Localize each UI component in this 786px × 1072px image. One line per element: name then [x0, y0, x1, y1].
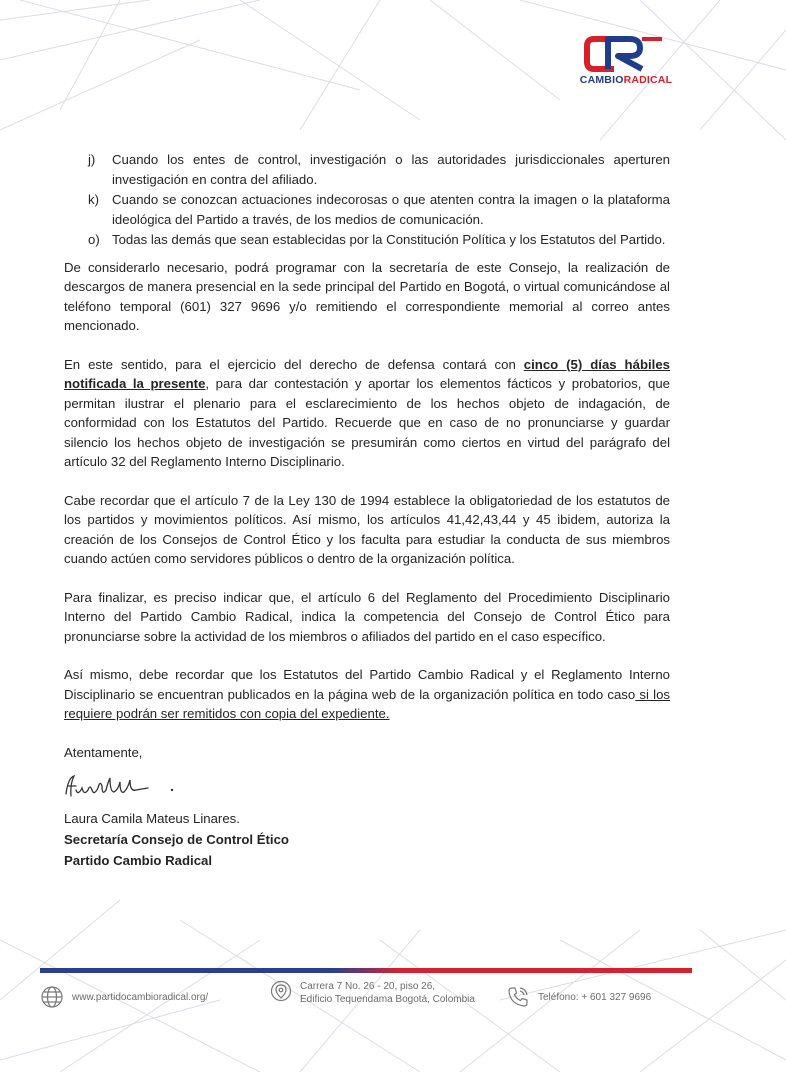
paragraph-descargos: De considerarlo necesario, podrá programar con la secretaría de este Consejo, la realización de descargos de manera presencial en la sede principal del Partido en Bogotá, o virtual comunicándose al teléfono temporal (601) 327 9696 y/o remitiendo el correspondiente memorial al correo antes mencionado.: [64, 259, 670, 333]
logo-word-cambio: CAMBIO: [579, 74, 624, 86]
footer-website[interactable]: [40, 985, 208, 1009]
paragraph-ley-130: Cabe recordar que el artículo 7 de la Ley 130 de 1994 establece la obligatoriedad de los estatutos de los partidos y movimientos políticos. Así mismo, los artículos 41,42,43,44 y 45 ibidem, autoriza la creación de los Consejos de Control Ético y los faculta para estudiar la conducta de sus miembros cuando actúen como servidores públicos o dentro de la organización política.: [64, 492, 670, 566]
list-item: [64, 230, 670, 250]
letterhead-footer: [40, 980, 700, 1020]
defensa-text-end: , para dar contestación y aportar los elementos fácticos y probatorios, que permitan ilustrar el plenario para el esclarecimiento de los hechos objeto de indagación, de conformidad con los Estatutos del Partido. Recuerde que en caso de no pronunciarse y guardar silencio los hechos objeto de investigación se presumirán como ciertos en virtud del parágrafo del artículo 32 del Reglamento Interno Disciplinario.: [64, 376, 670, 469]
list-item-text: Todas las demás que sean establecidas por la Constitución Política y los Estatutos del Partido.: [112, 232, 666, 247]
paragraph-estatutos: [64, 665, 670, 724]
list-item: [64, 190, 670, 229]
closing-salutation: Atentamente,: [64, 744, 143, 760]
list-item-text: Cuando se conozcan actuaciones indecorosas o que atenten contra la imagen o la plataforma ideológica del Partido a través, de los medios de comunicación.: [112, 192, 670, 227]
footer-divider-bar: [40, 968, 692, 973]
address-line-1: Carrera 7 No. 26 - 20, piso 26,: [300, 981, 436, 992]
website-link[interactable]: www.partidocambioradical.org/: [72, 991, 209, 1003]
signer-name: Laura Camila Mateus Linares.: [64, 810, 240, 826]
footer-phone: [506, 985, 651, 1009]
list-item: [64, 150, 670, 189]
signer-block: [64, 808, 670, 871]
defensa-text-start: En este sentido, para el ejercicio del derecho de defensa contará con: [64, 356, 524, 372]
causal-list: [64, 150, 670, 250]
logo-wordmark: [556, 74, 696, 86]
list-item-text: Cuando los entes de control, investigación o las autoridades jurisdiccionales aperturen investigación en contra del afiliado.: [112, 152, 670, 187]
party-logo: [556, 36, 696, 88]
letter-body: [64, 150, 670, 871]
phone-number: Teléfono: + 601 327 9696: [538, 991, 652, 1003]
list-marker: k): [88, 192, 99, 207]
logo-word-radical: RADICAL: [623, 74, 673, 86]
signer-role: Secretaría Consejo de Control Ético: [64, 831, 289, 847]
paragraph-defensa: [64, 355, 670, 472]
list-marker: o): [88, 232, 100, 247]
handwritten-signature: [62, 768, 202, 802]
deadline-highlight: cinco (5) días hábiles notificada la presente: [64, 356, 671, 391]
estatutos-text: Así mismo, debe recordar que los Estatutos del Partido Cambio Radical y el Reglamento Interno Disciplinario se encuentran publicados en la página web de la organización política en todo caso: [64, 667, 670, 702]
list-marker: j): [88, 152, 96, 167]
cr-logo-mark: [584, 36, 668, 72]
globe-icon: [40, 985, 64, 1009]
footer-address: [270, 980, 475, 1006]
expediente-note: si los requiere podrán ser remitidos con copia del expediente.: [64, 686, 670, 721]
paragraph-competencia: Para finalizar, es preciso indicar que, el artículo 6 del Reglamento del Procedimiento Disciplinario Interno del Partido Cambio Radical, indica la competencia del Consejo de Control Ético para pronunciarse sobre la actividad de los miembros o afiliados del partido en el caso específico.: [64, 589, 670, 644]
phone-icon: [506, 985, 530, 1009]
address-line-2: Edificio Tequendama Bogotá, Colombia: [300, 994, 475, 1005]
location-pin-icon: [270, 980, 292, 1006]
signer-organization: Partido Cambio Radical: [64, 852, 213, 868]
